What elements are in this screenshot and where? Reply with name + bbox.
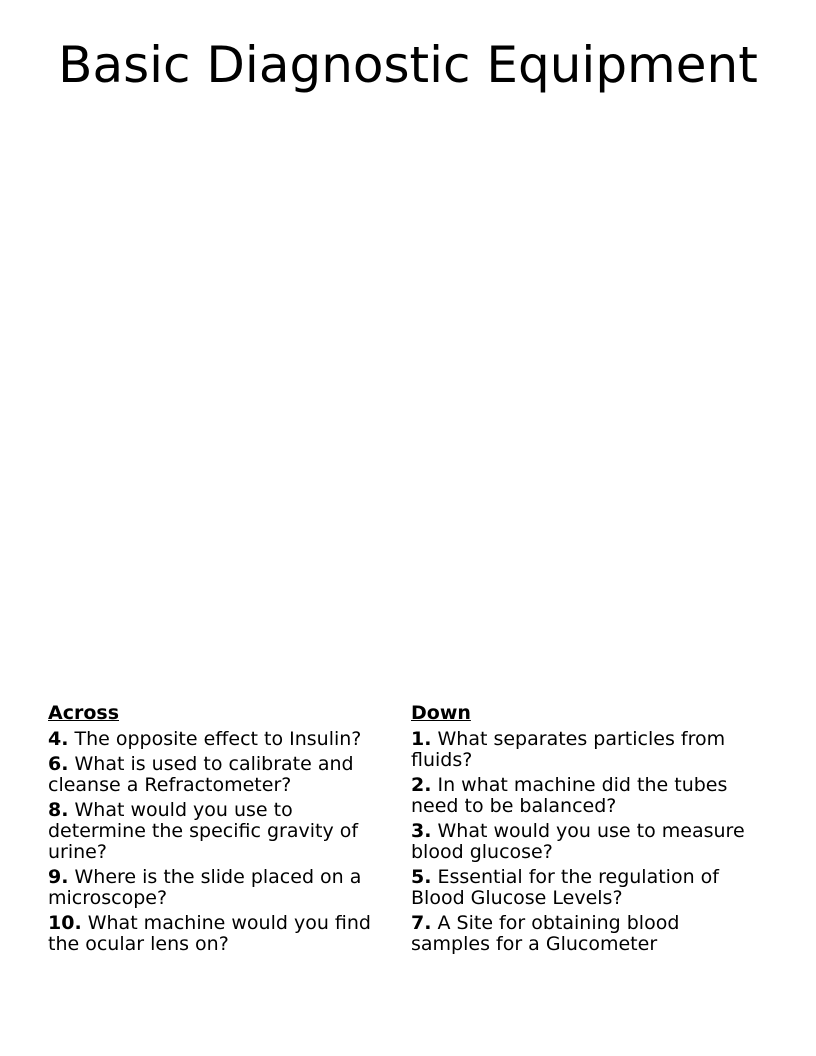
clue-number: 2. <box>411 774 432 796</box>
down-heading: Down <box>411 702 471 724</box>
clue-number: 4. <box>48 728 69 750</box>
clue-text: In what machine did the tubes need to be balanced? <box>411 774 728 817</box>
clue-across-4 <box>48 729 388 750</box>
across-clues <box>48 702 388 959</box>
clue-number: 3. <box>411 820 432 842</box>
clue-across-10 <box>48 913 388 955</box>
clue-down-3 <box>411 821 756 863</box>
clue-number: 8. <box>48 799 69 821</box>
crossword-grid-area <box>48 120 768 690</box>
clue-number: 6. <box>48 753 69 775</box>
clue-number: 10. <box>48 912 82 934</box>
clue-number: 9. <box>48 866 69 888</box>
clue-text: What would you use to measure blood glucose? <box>411 820 745 863</box>
clue-across-9 <box>48 867 388 909</box>
clue-text: What would you use to determine the specific gravity of urine? <box>48 799 359 863</box>
clue-number: 1. <box>411 728 432 750</box>
across-heading: Across <box>48 702 120 724</box>
clue-number: 5. <box>411 866 432 888</box>
clue-text: Where is the slide placed on a microscope? <box>48 866 362 909</box>
page-title: Basic Diagnostic Equipment <box>58 36 758 94</box>
clue-text: What is used to calibrate and cleanse a Refractometer? <box>48 753 354 796</box>
clue-across-6 <box>48 754 388 796</box>
down-clues <box>411 702 756 959</box>
clue-down-5 <box>411 867 756 909</box>
clue-down-1 <box>411 729 756 771</box>
clue-down-7 <box>411 913 756 955</box>
clue-text: What machine would you find the ocular lens on? <box>48 912 371 955</box>
clue-text: A Site for obtaining blood samples for a Glucometer <box>411 912 680 955</box>
clue-text: What separates particles from fluids? <box>411 728 726 771</box>
clue-text: The opposite effect to Insulin? <box>74 728 362 750</box>
clue-across-8 <box>48 800 388 863</box>
clue-number: 7. <box>411 912 432 934</box>
clue-text: Essential for the regulation of Blood Glucose Levels? <box>411 866 719 909</box>
clue-down-2 <box>411 775 756 817</box>
